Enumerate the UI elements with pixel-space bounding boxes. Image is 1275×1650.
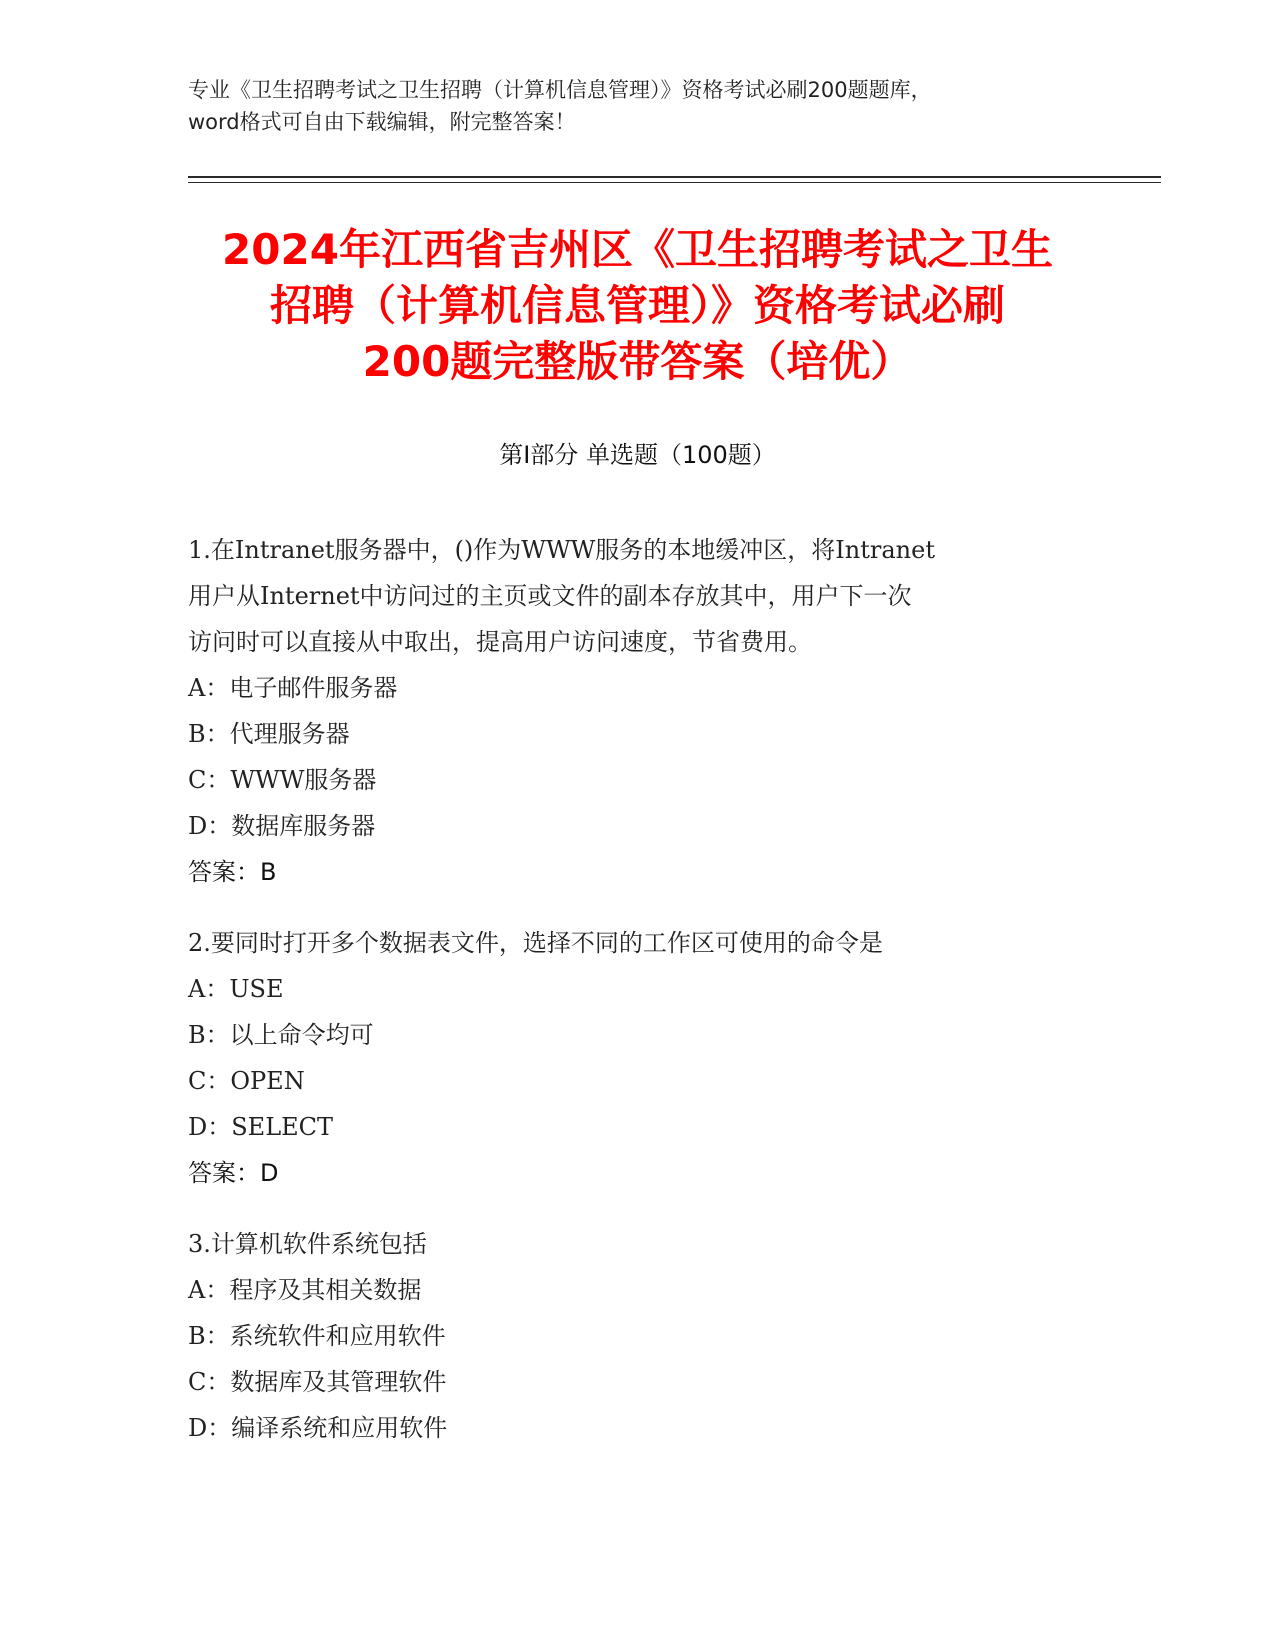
question-stem-line: 3.计算机软件系统包括 xyxy=(188,1230,427,1258)
answer: 答案：B xyxy=(188,858,277,886)
question-2 xyxy=(188,920,1088,1196)
question-1 xyxy=(188,527,1088,895)
question-stem-line: 访问时可以直接从中取出，提高用户访问速度，节省费用。 xyxy=(188,628,812,656)
answer: 答案：D xyxy=(188,1159,279,1187)
question-stem-line: 1.在Intranet服务器中，()作为WWW服务的本地缓冲区，将Intranet xyxy=(188,536,935,564)
section-heading: 第Ⅰ部分 单选题（100题） xyxy=(499,441,776,469)
option-d: D：编译系统和应用软件 xyxy=(188,1414,448,1442)
header-divider-thin xyxy=(188,182,1161,183)
option-d: D：数据库服务器 xyxy=(188,812,376,840)
option-a: A：电子邮件服务器 xyxy=(188,674,398,702)
option-a: A：程序及其相关数据 xyxy=(188,1276,422,1304)
option-a: A：USE xyxy=(188,975,284,1003)
title-line: 2024年江西省吉州区《卫生招聘考试之卫生 xyxy=(222,225,1053,274)
option-c: C：OPEN xyxy=(188,1067,305,1095)
option-c: C：数据库及其管理软件 xyxy=(188,1368,447,1396)
title-line: 招聘（计算机信息管理）》资格考试必刷 xyxy=(269,281,1005,330)
header-note xyxy=(188,74,1088,138)
header-note-line: 专业《卫生招聘考试之卫生招聘（计算机信息管理）》资格考试必刷200题题库， xyxy=(188,78,932,102)
question-list xyxy=(188,527,1088,1476)
question-stem-line: 2.要同时打开多个数据表文件，选择不同的工作区可使用的命令是 xyxy=(188,929,883,957)
option-b: B：代理服务器 xyxy=(188,720,350,748)
header-divider-thick xyxy=(188,176,1161,178)
header-note-line: word格式可自由下载编辑，附完整答案！ xyxy=(188,110,576,134)
document-title xyxy=(160,222,1115,390)
option-b: B：以上命令均可 xyxy=(188,1021,374,1049)
option-c: C：WWW服务器 xyxy=(188,766,377,794)
question-3 xyxy=(188,1221,1088,1451)
option-d: D：SELECT xyxy=(188,1113,334,1141)
question-stem-line: 用户从Internet中访问过的主页或文件的副本存放其中，用户下一次 xyxy=(188,582,912,610)
option-b: B：系统软件和应用软件 xyxy=(188,1322,446,1350)
title-line: 200题完整版带答案（培优） xyxy=(362,337,913,386)
